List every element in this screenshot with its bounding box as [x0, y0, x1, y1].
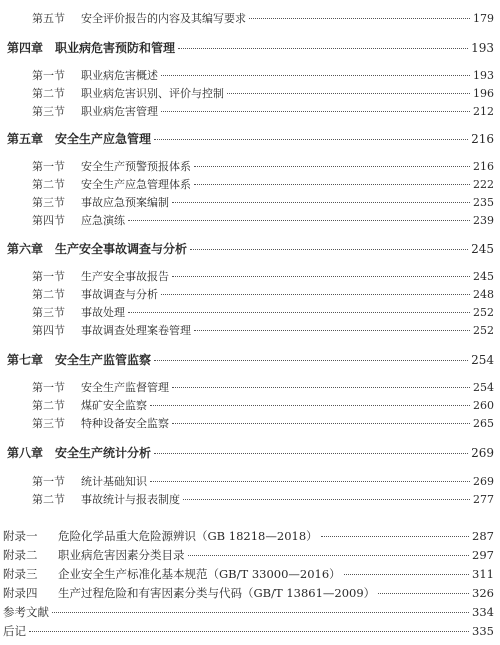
toc-chapter-row[interactable] [7, 444, 494, 461]
toc-section-row[interactable] [32, 286, 494, 302]
dot-leader [128, 312, 470, 313]
toc-section-row[interactable] [32, 491, 494, 507]
page-number: 216 [473, 160, 494, 173]
toc-section-row[interactable] [32, 322, 494, 338]
toc-appendix-row[interactable] [3, 585, 494, 601]
dot-leader [178, 48, 468, 49]
toc-section-row[interactable] [32, 67, 494, 83]
toc-section-row[interactable] [32, 397, 494, 413]
dot-leader [321, 536, 469, 537]
references-title: 参考文献 [3, 605, 49, 619]
dot-leader [194, 166, 470, 167]
toc-chapter-row[interactable] [7, 130, 494, 147]
section-title: 事故应急预案编制 [81, 196, 169, 209]
page-number: 254 [473, 381, 494, 394]
section-number: 第三节 [32, 306, 65, 319]
section-number: 第二节 [32, 178, 65, 191]
page-number: 179 [473, 12, 494, 25]
dot-leader [183, 499, 470, 500]
dot-leader [150, 405, 470, 406]
dot-leader [344, 574, 469, 575]
page-number: 326 [472, 586, 494, 600]
dot-leader [172, 423, 470, 424]
appendix-title: 企业安全生产标准化基本规范（GB/T 33000—2016） [58, 567, 341, 581]
page-number: 245 [471, 242, 494, 256]
toc-section-row[interactable] [32, 10, 494, 26]
page-number: 269 [471, 446, 494, 460]
dot-leader [161, 75, 470, 76]
page-number: 277 [473, 493, 494, 506]
page-number: 239 [473, 214, 494, 227]
toc-section-row[interactable] [32, 212, 494, 228]
page-number: 245 [473, 270, 494, 283]
section-title: 事故调查与分析 [81, 288, 158, 301]
chapter-title: 安全生产监管监察 [55, 353, 152, 367]
section-number: 第一节 [32, 381, 65, 394]
appendix-title: 职业病危害因素分类目录 [58, 548, 185, 562]
dot-leader [190, 249, 468, 250]
section-number: 第四节 [32, 324, 65, 337]
toc-section-row[interactable] [32, 473, 494, 489]
toc-appendix-row[interactable] [3, 547, 494, 563]
appendix-number: 附录三 [3, 567, 38, 581]
page-number: 248 [473, 288, 494, 301]
section-title: 职业病危害识别、评价与控制 [81, 87, 224, 100]
dot-leader [194, 184, 470, 185]
page-number: 335 [472, 624, 494, 638]
page-number: 297 [472, 548, 494, 562]
chapter-title: 安全生产应急管理 [55, 132, 152, 146]
page-number: 265 [473, 417, 494, 430]
section-title: 事故统计与报表制度 [81, 493, 180, 506]
chapter-title: 职业病危害预防和管理 [55, 41, 176, 55]
dot-leader [150, 481, 470, 482]
dot-leader [154, 139, 468, 140]
dot-leader [52, 612, 469, 613]
dot-leader [172, 387, 470, 388]
section-title: 职业病危害概述 [81, 69, 158, 82]
appendix-title: 生产过程危险和有害因素分类与代码（GB/T 13861—2009） [58, 586, 376, 600]
dot-leader [29, 631, 469, 632]
section-number: 第三节 [32, 105, 65, 118]
page-number: 254 [471, 353, 494, 367]
appendix-number: 附录二 [3, 548, 38, 562]
page-number: 269 [473, 475, 494, 488]
dot-leader [154, 360, 468, 361]
dot-leader [172, 276, 470, 277]
section-title: 特种设备安全监察 [81, 417, 169, 430]
page-number: 222 [473, 178, 494, 191]
dot-leader [378, 593, 469, 594]
page-number: 311 [472, 567, 494, 581]
page-number: 252 [473, 306, 494, 319]
section-number: 第一节 [32, 475, 65, 488]
chapter-title: 生产安全事故调查与分析 [55, 242, 188, 256]
section-number: 第二节 [32, 493, 65, 506]
section-number: 第二节 [32, 399, 65, 412]
toc-section-row[interactable] [32, 103, 494, 119]
chapter-number: 第八章 [7, 446, 44, 460]
chapter-number: 第四章 [7, 41, 44, 55]
section-number: 第一节 [32, 160, 65, 173]
toc-section-row[interactable] [32, 85, 494, 101]
section-title: 安全生产监督管理 [81, 381, 169, 394]
toc-afterword-row[interactable] [3, 623, 494, 639]
section-title: 应急演练 [81, 214, 125, 227]
section-number: 第二节 [32, 288, 65, 301]
chapter-number: 第七章 [7, 353, 44, 367]
toc-chapter-row[interactable] [7, 351, 494, 368]
section-number: 第一节 [32, 270, 65, 283]
page-number: 260 [473, 399, 494, 412]
page-number: 235 [473, 196, 494, 209]
page-number: 334 [472, 605, 494, 619]
dot-leader [227, 93, 470, 94]
section-number: 第三节 [32, 196, 65, 209]
page-number: 212 [473, 105, 494, 118]
toc-section-row[interactable] [32, 304, 494, 320]
dot-leader [154, 453, 468, 454]
dot-leader [172, 202, 470, 203]
toc-chapter-row[interactable] [7, 39, 494, 56]
section-title: 事故处理 [81, 306, 125, 319]
dot-leader [161, 294, 470, 295]
toc-section-row[interactable] [32, 194, 494, 210]
toc-section-row[interactable] [32, 176, 494, 192]
dot-leader [249, 18, 470, 19]
toc-references-row[interactable] [3, 604, 494, 620]
toc-chapter-row[interactable] [7, 240, 494, 257]
section-title: 安全评价报告的内容及其编写要求 [81, 12, 246, 25]
toc-section-row[interactable] [32, 379, 494, 395]
toc-section-row[interactable] [32, 415, 494, 431]
section-title: 安全生产预警预报体系 [81, 160, 191, 173]
page-number: 193 [471, 41, 494, 55]
section-title: 生产安全事故报告 [81, 270, 169, 283]
appendix-number: 附录一 [3, 529, 38, 543]
section-number: 第四节 [32, 214, 65, 227]
dot-leader [194, 330, 470, 331]
page-number: 196 [473, 87, 494, 100]
page-number: 193 [473, 69, 494, 82]
section-title: 安全生产应急管理体系 [81, 178, 191, 191]
section-title: 事故调查处理案卷管理 [81, 324, 191, 337]
toc-section-row[interactable] [32, 268, 494, 284]
section-title: 煤矿安全监察 [81, 399, 147, 412]
chapter-number: 第五章 [7, 132, 44, 146]
appendix-title: 危险化学品重大危险源辨识（GB 18218—2018） [58, 529, 318, 543]
toc-appendix-row[interactable] [3, 566, 494, 582]
section-title: 职业病危害管理 [81, 105, 158, 118]
afterword-title: 后记 [3, 624, 26, 638]
section-number: 第二节 [32, 87, 65, 100]
page-number: 287 [472, 529, 494, 543]
section-number: 第五节 [32, 12, 65, 25]
chapter-title: 安全生产统计分析 [55, 446, 152, 460]
section-title: 统计基础知识 [81, 475, 147, 488]
toc-section-row[interactable] [32, 158, 494, 174]
section-number: 第三节 [32, 417, 65, 430]
page-number: 252 [473, 324, 494, 337]
dot-leader [128, 220, 470, 221]
dot-leader [161, 111, 470, 112]
toc-appendix-row[interactable] [3, 528, 494, 544]
dot-leader [188, 555, 470, 556]
appendix-number: 附录四 [3, 586, 38, 600]
chapter-number: 第六章 [7, 242, 44, 256]
page-number: 216 [471, 132, 494, 146]
section-number: 第一节 [32, 69, 65, 82]
